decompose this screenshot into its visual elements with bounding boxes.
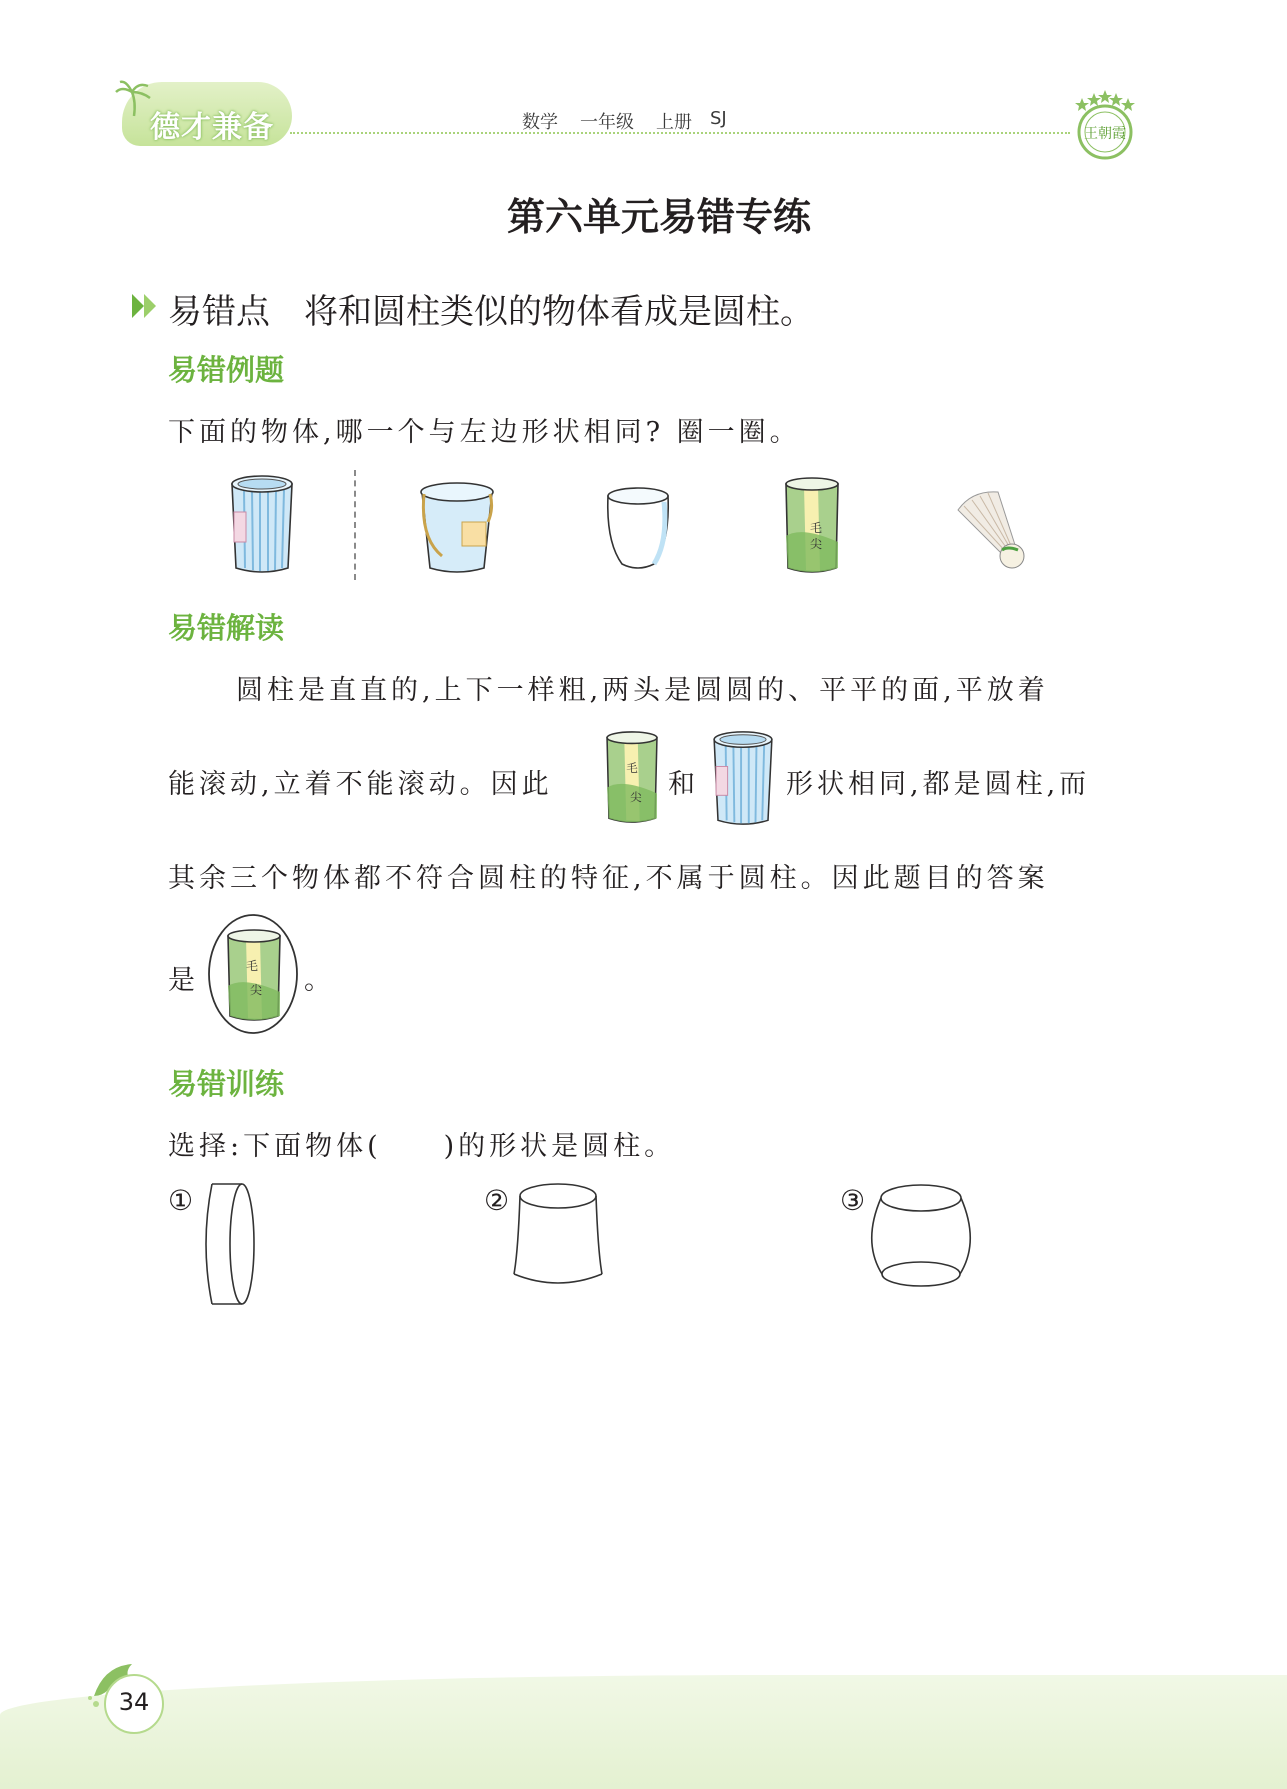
option-3-label[interactable]: ③ xyxy=(840,1184,866,1217)
option-1-flat-cylinder-shape[interactable] xyxy=(198,1182,268,1306)
svg-text:尖: 尖 xyxy=(250,983,263,997)
analysis-line-4a: 是 xyxy=(168,965,199,996)
header-subject: 数学 xyxy=(522,112,558,133)
footer-band xyxy=(0,1675,1287,1789)
option-3-barrel-shape[interactable] xyxy=(868,1182,974,1288)
analysis-line-2c: 形状相同,都是圆柱,而 xyxy=(786,769,1091,800)
analysis-line-3: 其余三个物体都不符合圆柱的特征,不属于圆柱。因此题目的答案 xyxy=(168,863,1049,894)
analysis-heading: 易错解读 xyxy=(168,611,285,645)
bucket-image xyxy=(414,478,500,576)
header-edition: SJ xyxy=(710,108,727,129)
analysis-line-1: 圆柱是直直的,上下一样粗,两头是圆圆的、平平的面,平放着 xyxy=(236,675,1049,706)
author-seal-icon xyxy=(1068,88,1142,162)
svg-text:尖: 尖 xyxy=(630,790,642,805)
seal-text: 王朝霞 xyxy=(1084,126,1126,142)
practice-question: 选择:下面物体( )的形状是圆柱。 xyxy=(168,1131,676,1162)
option-2-label[interactable]: ② xyxy=(484,1184,510,1217)
svg-text:毛: 毛 xyxy=(810,521,823,535)
header-grade: 一年级 xyxy=(580,112,634,133)
header-volume: 上册 xyxy=(656,112,692,133)
example-heading: 易错例题 xyxy=(168,353,285,387)
analysis-line-2a: 能滚动,立着不能滚动。因此 xyxy=(168,769,553,800)
analysis-line-2b: 和 xyxy=(668,769,699,800)
section-heading: 易错点 将和圆柱类似的物体看成是圆柱。 xyxy=(168,292,814,332)
brand-title: 德才兼备 xyxy=(150,110,274,145)
analysis-line-4b: 。 xyxy=(304,965,335,996)
svg-text:尖: 尖 xyxy=(810,537,823,551)
practice-heading: 易错训练 xyxy=(168,1067,285,1101)
shuttlecock-image xyxy=(948,488,1028,570)
page-title: 第六单元易错专练 xyxy=(506,195,811,239)
palm-tree-icon xyxy=(114,78,154,118)
option-1-label[interactable]: ① xyxy=(168,1184,194,1217)
cylinder-cup-image xyxy=(226,472,298,576)
option-2-frustum-shape[interactable] xyxy=(508,1182,608,1290)
tapered-cup-image xyxy=(602,482,674,572)
tea-can-image xyxy=(782,476,842,576)
page-number: 34 xyxy=(118,1688,150,1716)
svg-text:毛: 毛 xyxy=(626,761,638,776)
double-chevron-icon xyxy=(132,292,166,320)
cylinder-cup-inline-image xyxy=(708,728,778,828)
circled-answer-image xyxy=(206,912,300,1036)
example-divider xyxy=(354,470,356,580)
tea-can-inline-image xyxy=(602,730,662,826)
svg-text:毛: 毛 xyxy=(246,959,259,973)
example-question: 下面的物体,哪一个与左边形状相同? 圈一圈。 xyxy=(168,417,801,448)
